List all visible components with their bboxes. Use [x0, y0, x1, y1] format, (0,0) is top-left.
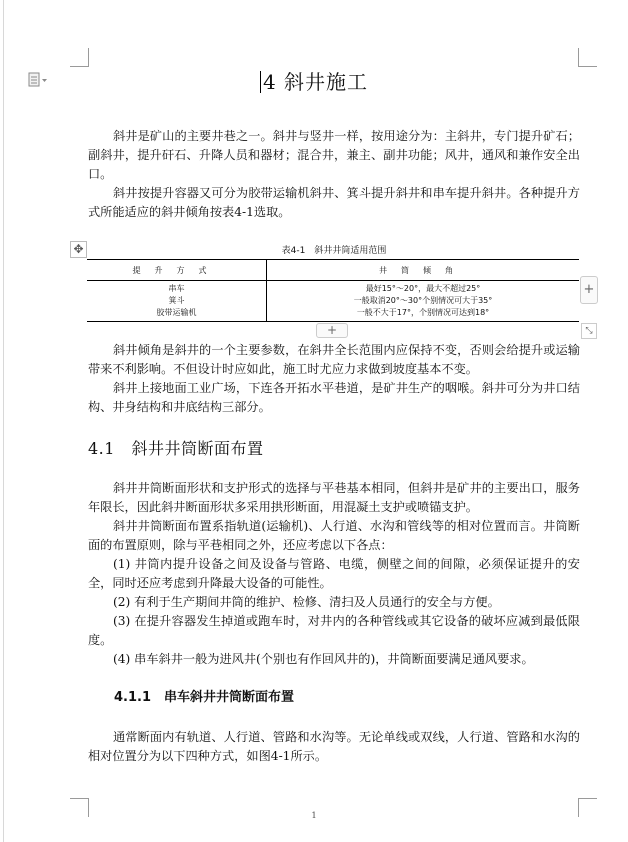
angle-item: 一般不大于17°，个别情况可达到18°: [356, 308, 490, 317]
body-paragraph[interactable]: 斜井井筒断面布置系指轨道(运输机)、人行道、水沟和管线等的相对位置而言。井筒断面的布置原则，除与平巷相同之外，还应考虑以下各点：: [88, 519, 580, 552]
header-shaft-angle: 井筒倾角: [267, 260, 580, 281]
body-paragraph[interactable]: 斜井是矿山的主要井巷之一。斜井与竖井一样，按用途分为：主斜井，专门提升矿石；副斜井，提升矸石、升降人员和器材；混合井，兼主、副井功能；风井，通风和兼作安全出口。: [88, 129, 580, 181]
table-row: [87, 281, 579, 322]
method-item: 串车: [168, 284, 185, 293]
table-move-handle[interactable]: ✥: [70, 241, 87, 258]
page-left-edge: [3, 0, 4, 842]
header-lift-method: 提升方式: [87, 260, 267, 281]
angle-item: 一般取消20°～30°个别情况可大于35°: [353, 296, 493, 305]
chapter-title-text: 4 斜井施工: [262, 70, 369, 94]
list-item[interactable]: (2) 有利于生产期间井筒的维护、检修、清扫及人员通行的安全与方便。: [113, 595, 500, 609]
margin-mark-top-right: [578, 48, 597, 67]
lift-method-cell: [87, 281, 267, 322]
margin-mark-top-left: [70, 48, 89, 67]
method-item: 胶带运输机: [156, 308, 197, 317]
page-number: 1: [311, 811, 317, 820]
section-heading-4-1[interactable]: 4.1 斜井井筒断面布置: [88, 439, 264, 458]
list-item[interactable]: (3) 在提升容器发生掉道或跑车时，对井内的各种管线或其它设备的破坏应减到最低限度。: [88, 614, 580, 647]
body-paragraph[interactable]: 斜井上接地面工业广场，下连各开拓水平巷道，是矿井生产的咽喉。斜井可分为井口结构、井身结构和井底结构三部分。: [88, 381, 580, 414]
list-item[interactable]: (1) 井筒内提升设备之间及设备与管路、电缆，侧壁之间的间隙，必须保证提升的安全，同时还应考虑到升降最大设备的可能性。: [88, 557, 580, 590]
text-cursor: [260, 71, 261, 93]
body-paragraph[interactable]: 通常断面内有轨道、人行道、管路和水沟等。无论单线或双线，人行道、管路和水沟的相对位置分为以下四种方式，如图4-1所示。: [88, 730, 580, 763]
section-heading-4-1-1[interactable]: 4.1.1 串车斜井井筒断面布置: [114, 690, 295, 705]
body-paragraph[interactable]: 斜井井筒断面形状和支护形式的选择与平巷基本相同，但斜井是矿井的主要出口，服务年限长，因此斜井断面形状多采用拱形断面，用混凝土支护或喷锚支护。: [88, 481, 580, 514]
list-item[interactable]: (4) 串车斜井一般为进风井(个别也有作回风井的)，井筒断面要满足通风要求。: [113, 652, 534, 666]
table-resize-handle[interactable]: ⤡: [581, 323, 597, 339]
add-column-button[interactable]: +: [580, 276, 598, 304]
body-paragraph[interactable]: 斜井倾角是斜井的一个主要参数，在斜井全长范围内应保持不变，否则会给提升或运输带来不利影响。不但设计时应如此，施工时尤应力求做到坡度基本不变。: [88, 343, 580, 376]
body-paragraph[interactable]: 斜井按提升容器又可分为胶带运输机斜井、箕斗提升斜井和串车提升斜井。各种提升方式所能适应的斜井倾角按表4-1选取。: [88, 186, 580, 219]
table-header-row: [87, 260, 579, 281]
table-caption: 表4-1 斜井井筒适用范围: [281, 246, 387, 256]
shaft-angle-cell: [267, 281, 580, 322]
add-row-button[interactable]: +: [316, 323, 348, 338]
angle-item: 最好15°～20°，最大不超过25°: [365, 284, 481, 293]
table-4-1[interactable]: [87, 259, 579, 322]
method-item: 箕斗: [168, 296, 185, 305]
chapter-title[interactable]: [0, 66, 628, 95]
